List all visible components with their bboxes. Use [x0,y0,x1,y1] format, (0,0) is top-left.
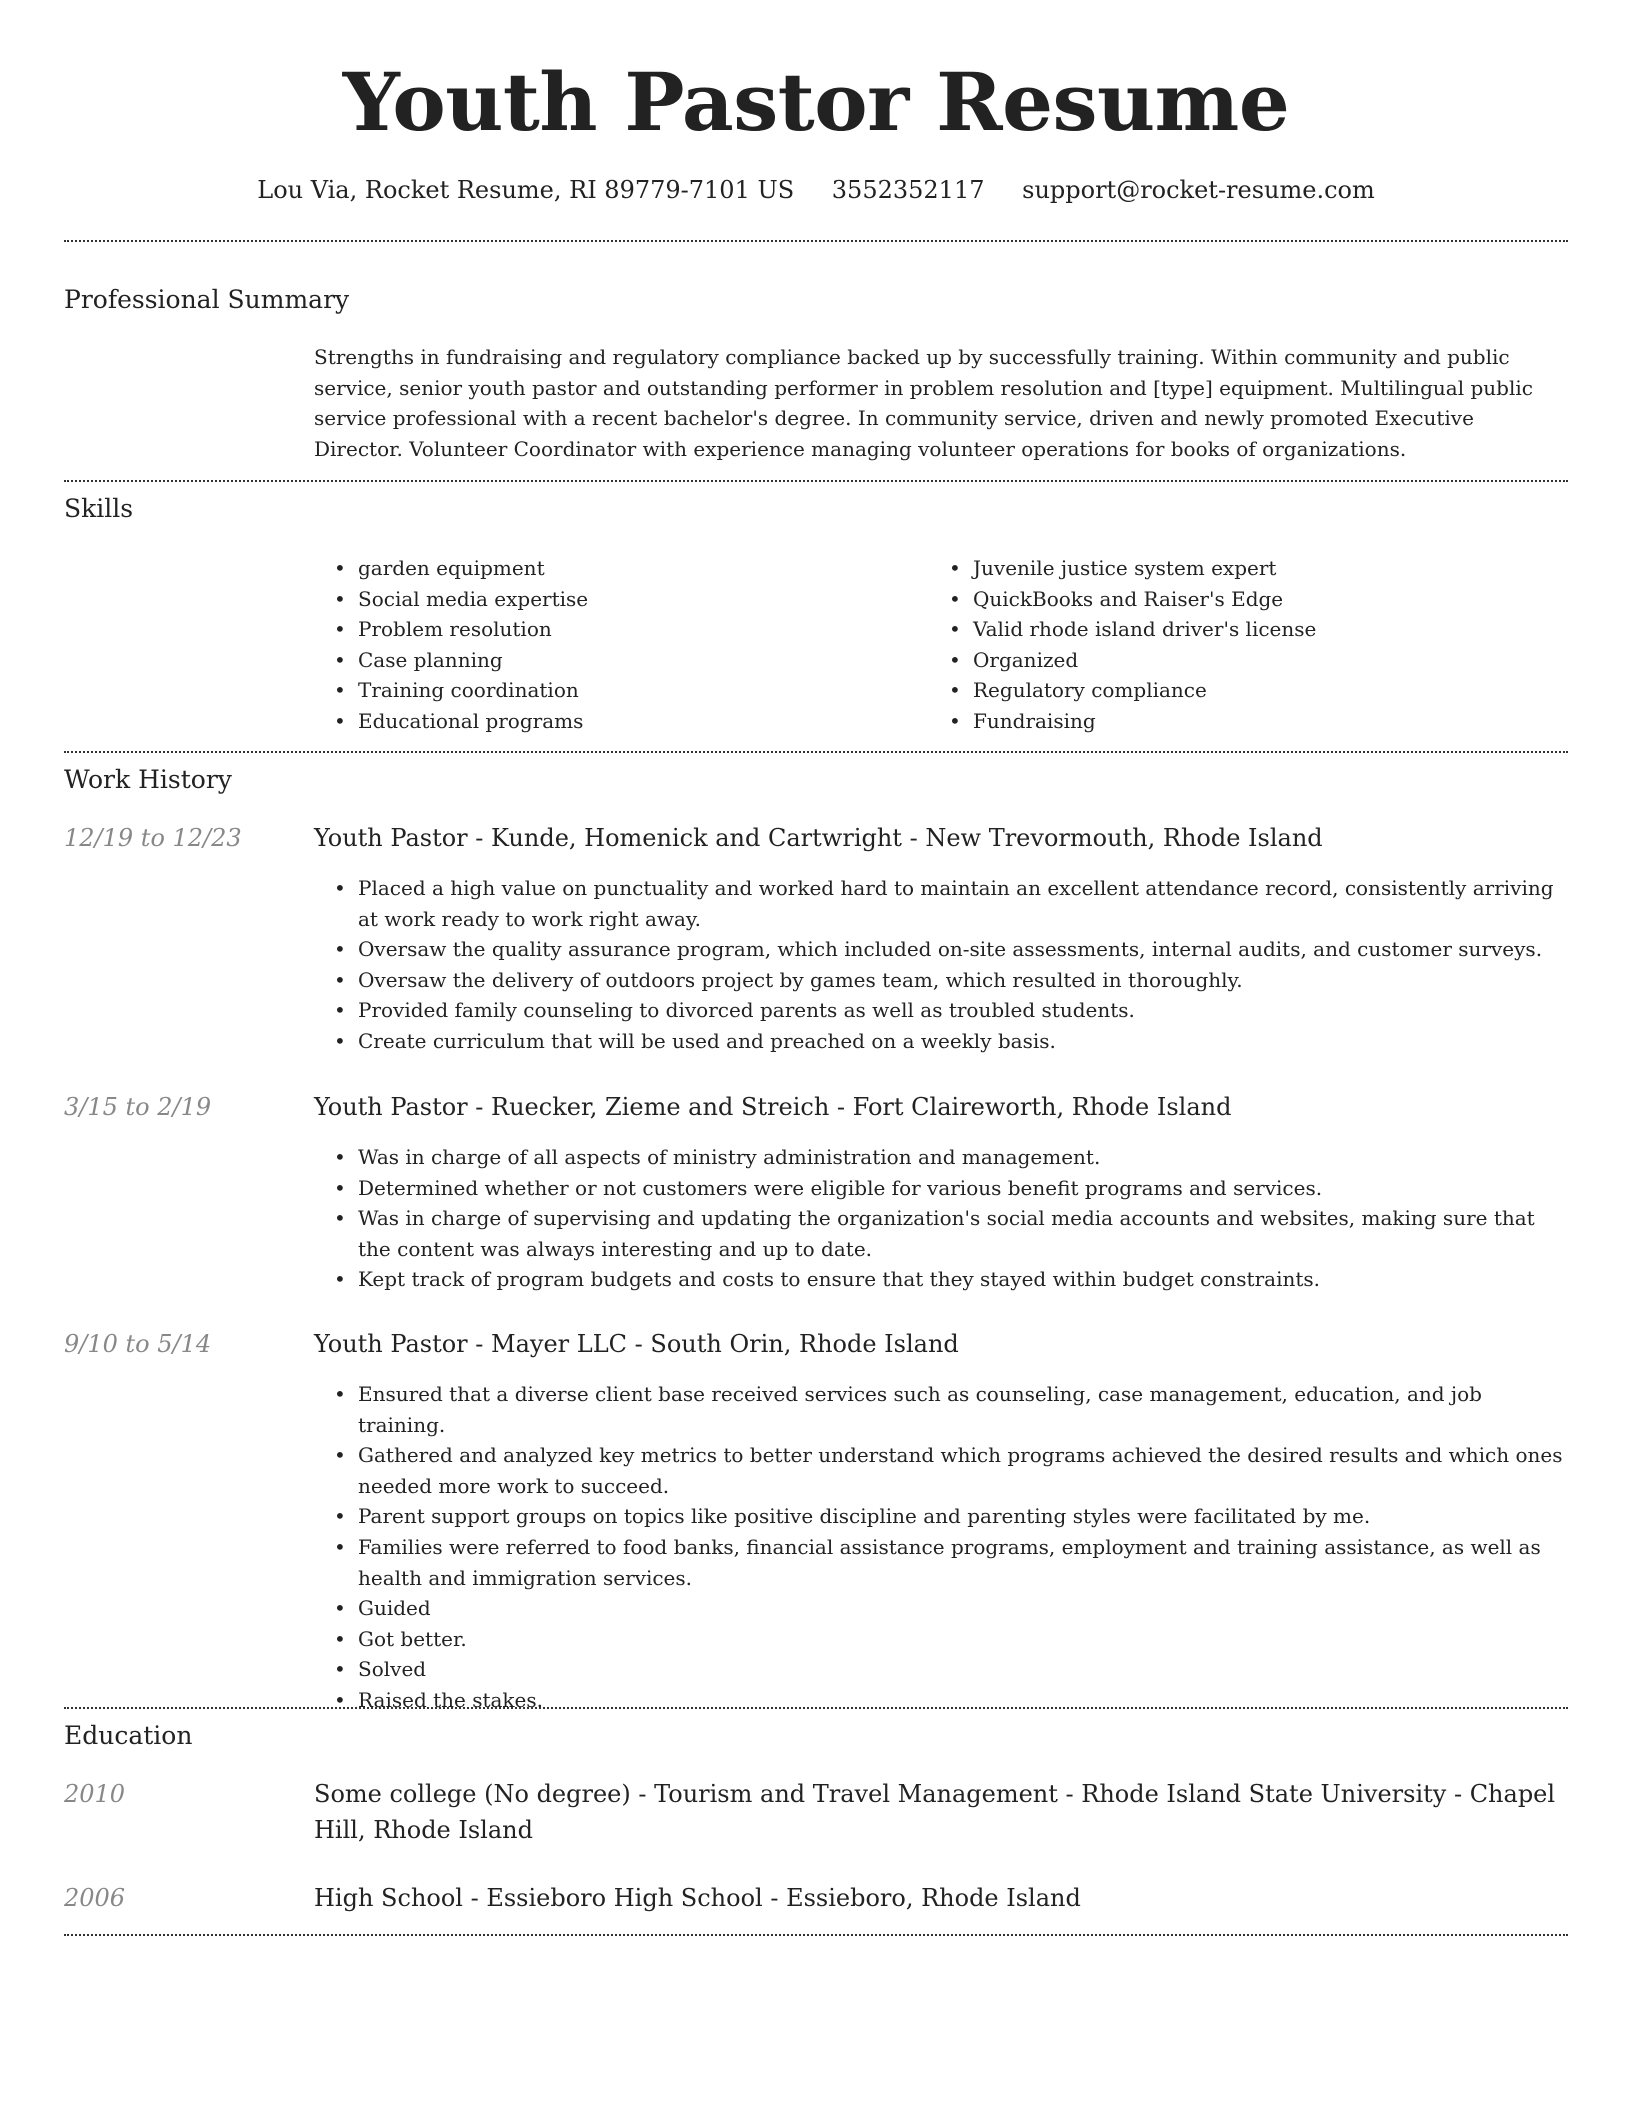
education-heading: Education [64,1721,193,1750]
job-dates: 9/10 to 5/14 [64,1330,212,1358]
list-item: • Was in charge of all aspects of ministry administration and management. [314,1142,1568,1173]
skill-item: • Case planning [314,645,588,676]
list-item: • Create curriculum that will be used and preached on a weekly basis. [314,1026,1568,1057]
divider-summary [64,480,1568,482]
list-item: • Provided family counseling to divorced parents as well as troubled students. [314,995,1568,1026]
skills-heading: Skills [64,494,134,523]
skill-item: • Fundraising [929,706,1316,737]
list-item: • Placed a high value on punctuality and worked hard to maintain an excellent attendance record, consistently arriving at work ready to work right away. [314,873,1568,934]
contact-phone: 3552352117 [831,176,985,204]
list-item: • Got better. [314,1624,1568,1655]
skill-item: • Educational programs [314,706,588,737]
skill-item: • garden equipment [314,553,588,584]
contact-email: support@rocket-resume.com [1022,176,1375,204]
job-title: Youth Pastor - Ruecker, Zieme and Streich - Fort Claireworth, Rhode Island [314,1093,1232,1121]
resume-title: Youth Pastor Resume [342,55,1290,149]
list-item: • Gathered and analyzed key metrics to better understand which programs achieved the desired results and which ones needed more work to succeed. [314,1440,1568,1501]
contact-address: Lou Via, Rocket Resume, RI 89779-7101 US [257,176,795,204]
divider-skills [64,751,1568,753]
job-title: Youth Pastor - Mayer LLC - South Orin, Rhode Island [314,1330,959,1358]
divider-education [64,1934,1568,1936]
summary-text: Strengths in fundraising and regulatory compliance backed up by successfully training. Within community and public service, senior youth pastor and outstanding performer in problem resolution and [type] equipment. Multilingual public service professional with a recent bachelor's degree. In community service, driven and newly promoted Executive Director. Volunteer Coordinator with experience managing volunteer operations for books of organizations. [314,345,1533,461]
job-bullets [314,1379,1568,1716]
summary-heading: Professional Summary [64,285,350,314]
list-item: • Families were referred to food banks, financial assistance programs, employment and training assistance, as well as health and immigration services. [314,1532,1568,1593]
skill-item: • Valid rhode island driver's license [929,614,1316,645]
job-title: Youth Pastor - Kunde, Homenick and Cartwright - New Trevormouth, Rhode Island [314,824,1323,852]
education-entry: High School - Essieboro High School - Essieboro, Rhode Island [314,1884,1081,1912]
list-item: • Ensured that a diverse client base received services such as counseling, case management, education, and job training. [314,1379,1568,1440]
list-item: • Was in charge of supervising and updating the organization's social media accounts and websites, making sure that the content was always interesting and up to date. [314,1203,1568,1264]
list-item: • Oversaw the delivery of outdoors project by games team, which resulted in thoroughly. [314,965,1568,996]
work-heading: Work History [64,765,232,794]
skills-list-left [314,553,588,737]
list-item: • Oversaw the quality assurance program, which included on-site assessments, internal audits, and customer surveys. [314,934,1568,965]
list-item: • Solved [314,1654,1568,1685]
list-item: • Parent support groups on topics like positive discipline and parenting styles were facilitated by me. [314,1501,1568,1532]
job-bullets [314,873,1568,1057]
skill-item: • QuickBooks and Raiser's Edge [929,584,1316,615]
skills-list-right [929,553,1316,737]
job-dates: 3/15 to 2/19 [64,1093,212,1121]
skill-item: • Juvenile justice system expert [929,553,1316,584]
list-item: • Determined whether or not customers were eligible for various benefit programs and services. [314,1173,1568,1204]
contact-line [0,172,1632,208]
skill-item: • Problem resolution [314,614,588,645]
skill-item: • Social media expertise [314,584,588,615]
job-dates: 12/19 to 12/23 [64,824,242,852]
skill-item: • Training coordination [314,675,588,706]
skill-item: • Organized [929,645,1316,676]
education-year: 2010 [64,1780,126,1808]
education-entry: Some college (No degree) - Tourism and Travel Management - Rhode Island State University - Chapel Hill, Rhode Island [314,1780,1556,1844]
job-bullets [314,1142,1568,1295]
list-item: • Guided [314,1593,1568,1624]
education-year: 2006 [64,1884,126,1912]
list-item: • Raised the stakes. [314,1685,1568,1716]
list-item: • Kept track of program budgets and costs to ensure that they stayed within budget constraints. [314,1264,1568,1295]
skill-item: • Regulatory compliance [929,675,1316,706]
divider-header [64,240,1568,242]
divider-work [64,1707,1568,1709]
